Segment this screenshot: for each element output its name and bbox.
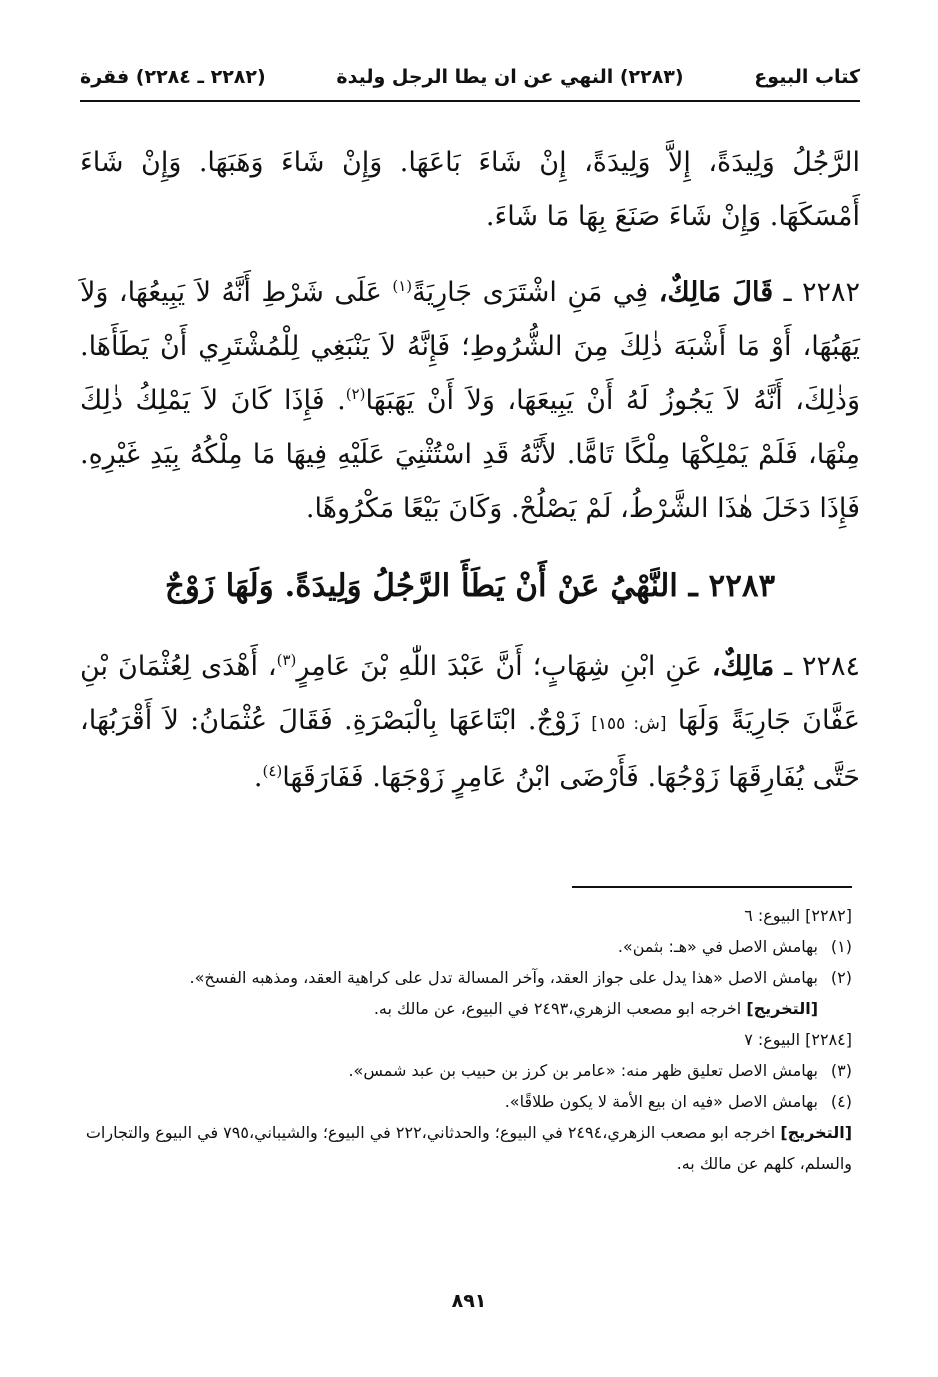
footnote-marker[interactable]: (٤) [262, 762, 283, 780]
footnote-marker[interactable]: (١) [392, 277, 413, 295]
footnote-marker[interactable]: (٢) [345, 385, 366, 403]
paragraph-2282 [80, 266, 860, 536]
header-divider [80, 100, 860, 102]
paragraph-text: . [253, 762, 263, 793]
paragraph-text: ، أَهْدَى لِعُثْمَانَ بْنِ عَفَّانَ جَارِيَةً وَلَهَا [80, 651, 861, 736]
header-book-title: كتاب البيوع [754, 66, 860, 88]
footnote-number: (١) [830, 937, 852, 956]
paragraph-text: عَنِ ابْنِ شِهَابٍ؛ أَنَّ عَبْدَ اللّٰهِ بْنَ عَامِرٍ [296, 651, 702, 682]
footnote-item [80, 931, 852, 962]
chapter-heading: ٢٢٨٣ ـ النَّهْيُ عَنْ أَنْ يَطَأَ الرَّجُلُ وَلِيدَةً. وَلَهَا زَوْجٌ [164, 568, 776, 604]
footnote-group-ref: [٢٢٨٢] البيوع: ٦ [744, 906, 852, 925]
paragraph-number: ٢٢٨٢ ـ [783, 277, 860, 308]
takhrij-note [80, 993, 852, 1024]
footnote-text: بهامش الاصل تعليق ظهر منه: «عامر بن كرز بن حبيب بن عبد شمس». [348, 1061, 818, 1080]
footnote-text: بهامش الاصل في «هـ: بثمن». [617, 937, 818, 956]
footnote-number: (٣) [830, 1061, 852, 1080]
main-text [80, 136, 860, 827]
takhrij-text: اخرجه ابو مصعب الزهري،٢٤٩٤ في البيوع؛ والحدثاني،٢٢٢ في البيوع؛ والشيباني،٧٩٥ في البيوع والتجارات والسلم، كلهم عن مالك به. [85, 1123, 852, 1173]
footnote-item [80, 1086, 852, 1117]
footnote-number: (٢) [830, 968, 852, 987]
footnotes-section [80, 900, 852, 1179]
page-number: ٨٩١ [451, 1290, 487, 1312]
paragraph-text: عَلَى شَرْطِ أَنَّهُ لاَ يَبِيعُهَا، وَلاَ يَهَبُهَا، أَوْ مَا أَشْبَهَ ذٰلِكَ مِنَ الشُّرُوطِ؛ فَإِنَّهُ لاَ يَنْبَغِي لِلْمُشْتَرِي أَنْ يَطَأَهَا. وَذٰلِكَ، أَنَّهُ لاَ يَجُوزُ لَهُ أَنْ يَبِيعَهَا، وَلاَ أَنْ يَهَبَهَا [80, 277, 860, 416]
running-header [80, 58, 860, 96]
paragraph-speaker: مَالِكٌ، [711, 651, 775, 682]
footnote-group-ref: [٢٢٨٤] البيوع: ٧ [744, 1030, 852, 1049]
paragraph-text: . فَإِذَا كَانَ لاَ يَمْلِكُ ذٰلِكَ مِنْهَا، فَلَمْ يَمْلِكْهَا مِلْكًا تَامًّا. لأَنَّهُ قَدِ اسْتُثْنِيَ عَلَيْهِ فِيهَا مَا مِلْكُهُ بِيَدِ غَيْرِهِ. فَإِذَا دَخَلَ هٰذَا الشَّرْطُ، لَمْ يَصْلُحْ. وَكَانَ بَيْعًا مَكْرُوهًا. [80, 385, 860, 524]
continuation-paragraph [80, 136, 860, 244]
paragraph-2284 [80, 640, 860, 805]
paragraph-speaker: قَالَ مَالِكٌ، [658, 277, 774, 308]
paragraph-number: ٢٢٨٤ ـ [784, 651, 860, 682]
footnote-item [80, 962, 852, 993]
manuscript-page-ref: [ش: ١٥٥] [591, 714, 667, 734]
takhrij-label: [التخريج] [780, 1123, 852, 1142]
takhrij-text: اخرجه ابو مصعب الزهري،٢٤٩٣ في البيوع، عن مالك به. [373, 999, 742, 1018]
footnote-text: بهامش الاصل «فيه ان بيع الأمة لا يكون طلاقًا». [504, 1092, 818, 1111]
header-paragraph-range: (٢٢٨٢ ـ ٢٢٨٤) فقرة [80, 66, 266, 88]
footnote-text: بهامش الاصل «هذا يدل على جواز العقد، وآخر المسالة تدل على كراهية العقد، ومذهبه الفسخ». [189, 968, 818, 987]
takhrij-note [80, 1117, 852, 1179]
takhrij-label: [التخريج] [746, 999, 818, 1018]
paragraph-text: زَوْجٌ. ابْتَاعَهَا بِالْبَصْرَةِ. فَقَالَ عُثْمَانُ: لاَ أَقْرَبُهَا، حَتَّى يُفَارِقَهَا زَوْجُهَا. فَأَرْضَى ابْنُ عَامِرٍ زَوْجَهَا. فَفَارَقَهَا [80, 705, 860, 793]
footnote-marker[interactable]: (٣) [276, 651, 297, 669]
paragraph-text: فِي مَنِ اشْتَرَى جَارِيَةً [412, 277, 649, 308]
footnote-item [80, 1055, 852, 1086]
footnote-number: (٤) [830, 1092, 852, 1111]
header-chapter-ref: (٢٢٨٣) النهي عن ان يطا الرجل وليدة [336, 66, 684, 88]
footnote-divider [572, 886, 852, 888]
continuation-text: الرَّجُلُ وَلِيدَةً، إِلاَّ وَلِيدَةً، إِنْ شَاءَ بَاعَهَا. وَإِنْ شَاءَ وَهَبَهَا. وَإِنْ شَاءَ أَمْسَكَهَا. وَإِنْ شَاءَ صَنَعَ بِهَا مَا شَاءَ. [80, 147, 860, 232]
